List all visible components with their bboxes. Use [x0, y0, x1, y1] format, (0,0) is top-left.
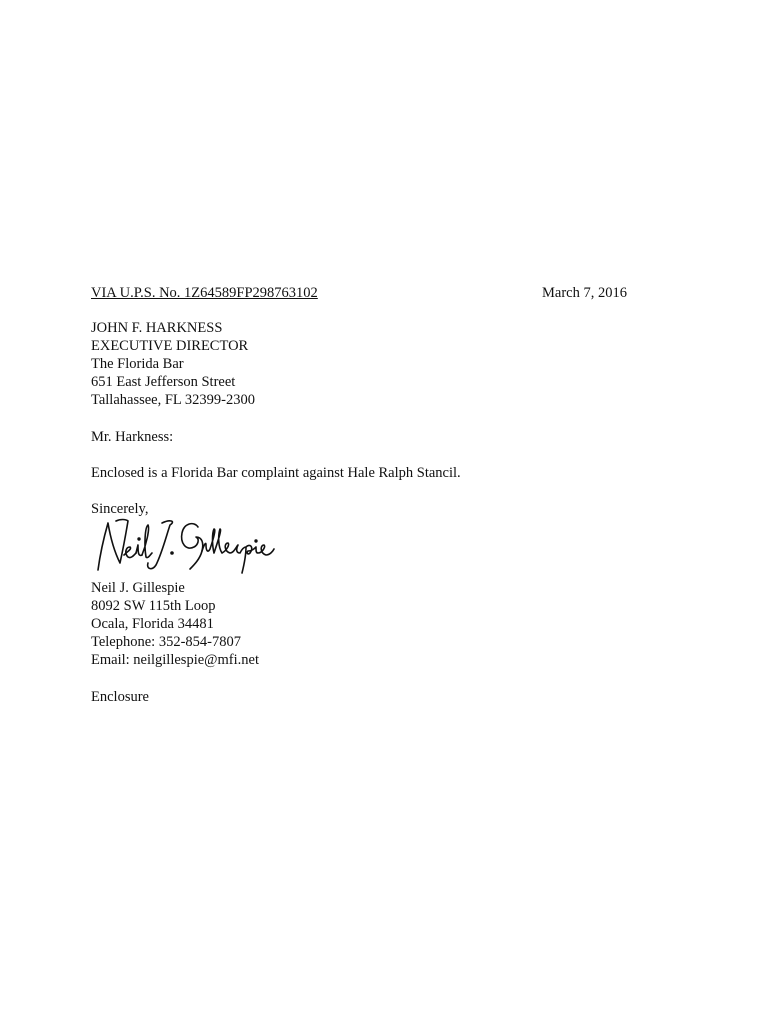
- sender-telephone: Telephone: 352-854-7807: [91, 634, 241, 650]
- recipient-street: 651 East Jefferson Street: [91, 374, 236, 390]
- recipient-title: EXECUTIVE DIRECTOR: [91, 338, 249, 354]
- sender-street: 8092 SW 115th Loop: [91, 598, 216, 614]
- recipient-organization: The Florida Bar: [91, 356, 184, 372]
- recipient-city-state-zip: Tallahassee, FL 32399-2300: [91, 392, 255, 408]
- sender-name: Neil J. Gillespie: [91, 580, 185, 596]
- salutation: Mr. Harkness:: [91, 429, 174, 445]
- enclosure-note: Enclosure: [91, 689, 149, 705]
- sender-city-state-zip: Ocala, Florida 34481: [91, 616, 214, 632]
- delivery-line: VIA U.P.S. No. 1Z64589FP298763102: [91, 285, 318, 301]
- sender-email: Email: neilgillespie@mfi.net: [91, 652, 259, 668]
- closing: Sincerely,: [91, 501, 149, 517]
- letter-body: Enclosed is a Florida Bar complaint against Hale Ralph Stancil.: [91, 465, 461, 481]
- handwritten-signature: [90, 515, 275, 575]
- letter-date: March 7, 2016: [542, 285, 627, 301]
- recipient-name: JOHN F. HARKNESS: [91, 320, 223, 336]
